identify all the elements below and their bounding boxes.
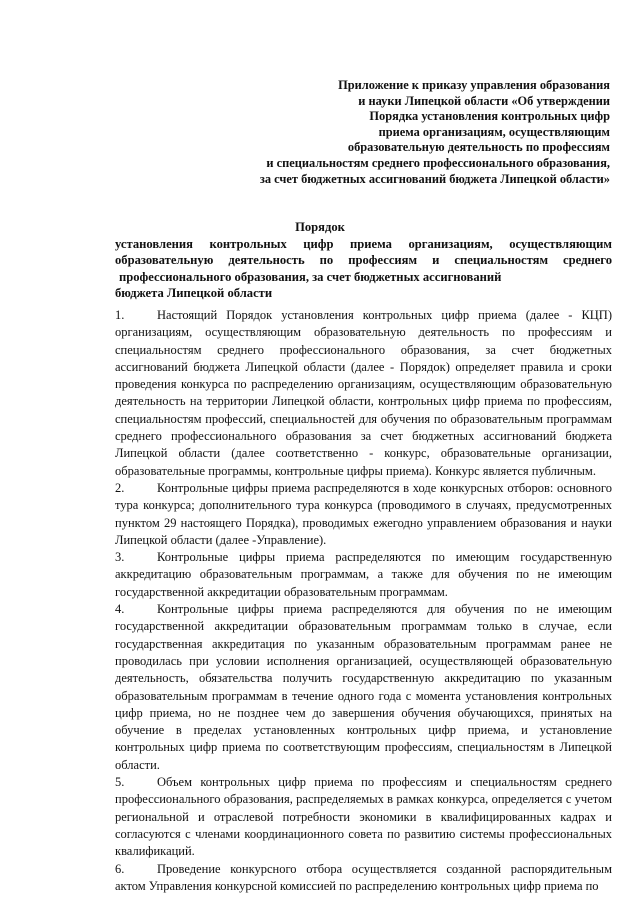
subtitle-line: бюджета Липецкой области xyxy=(115,286,273,301)
subtitle-line: образовательную деятельность по профессиям и специальностям среднего xyxy=(115,253,612,268)
subtitle-line: установления контрольных цифр приема организациям, осуществляющим xyxy=(115,237,612,251)
paragraph xyxy=(115,861,612,896)
subtitle-line-text: профессионального образования, за счет бюджетных ассигнований xyxy=(119,269,502,284)
paragraph-text: Настоящий Порядок установления контрольных цифр приема (далее - КЦП) организациям, осуществляющим образовательную деятельность по профессиям и специальностям среднего профессионального образования, за счет бюджетных ассигнований бюджета Липецкой области (далее - Порядок) определяет правила и сроки проведения конкурса по распределению организациям, осуществляющим образовательную деятельность на территории Липецкой области, контрольных цифр приема по профессиям, специальностям профессий, специальностей для обучения по образовательным программам среднего профессионального образования за счет бюджетных ассигнований бюджета Липецкой области (далее соответственно - конкурс, образовательные организации, образовательные программы, контрольные цифры приема). Конкурс является публичным. xyxy=(115,308,612,478)
paragraph-text: Контрольные цифры приема распределяются по имеющим государственную аккредитацию образовательным программам, а также для обучения по не имеющим государственной аккредитации образовательным программам. xyxy=(115,550,612,599)
paragraph-number: 4. xyxy=(115,602,125,617)
appendix-line: Порядка установления контрольных цифр xyxy=(369,109,610,124)
document-subtitle xyxy=(115,236,612,302)
paragraph xyxy=(115,774,612,860)
appendix-line: за счет бюджетных ассигнований бюджета Липецкой области» xyxy=(259,171,610,186)
appendix-line: и науки Липецкой области «Об утверждении xyxy=(358,93,610,108)
paragraph-number: 1. xyxy=(115,308,125,322)
paragraph-text: Проведение конкурсного отбора осуществляется созданной распорядительным актом Управления конкурсной комиссией по распределению контрольных цифр приема по xyxy=(115,861,612,893)
paragraph xyxy=(115,307,612,480)
paragraph-number: 5. xyxy=(115,775,125,790)
subtitle-line xyxy=(115,269,612,285)
appendix-line: Приложение к приказу управления образования xyxy=(338,78,610,92)
paragraph xyxy=(115,480,612,549)
document-title: Порядок xyxy=(295,220,345,234)
paragraph-number: 2. xyxy=(115,480,125,495)
paragraph xyxy=(115,549,612,601)
paragraph-text: Контрольные цифры приема распределяются в ходе конкурсных отборов: основного тура конкурса; дополнительного тура конкурса (проводимого в случаях, предусмотренных пунктом 29 настоящего Порядка), проводимых ежегодно управлением образования и науки Липецкой области (далее -Управление). xyxy=(115,480,612,547)
paragraph-text: Объем контрольных цифр приема по профессиям и специальностям среднего профессионального образования, распределяемых в рамках конкурса, определяется с учетом региональной и отраслевой потребности экономики в квалифицированных кадрах и согласуются с членами координационного совета по развитию системы профессиональных квалификаций. xyxy=(115,775,612,859)
appendix-header xyxy=(170,78,610,187)
paragraph-text: Контрольные цифры приема распределяются для обучения по не имеющим государственной аккредитации образовательным программам только в случае, если государственная аккредитация по указанным образовательным программам ранее не проводилась при условии исполнения организацией, осуществляющей образовательную деятельность, обязательства получить государственную аккредитацию по указанным образовательным программам в течение одного года с момента установления контрольных цифр приема, но не позднее чем до завершения обучения обучающихся, принятых на обучение в пределах установленных контрольных цифр приема, и установление контрольных цифр приема по соответствующим профессиям, специальностям в Липецкой области. xyxy=(115,602,612,772)
appendix-line: и специальностям среднего профессионального образования, xyxy=(266,155,610,170)
paragraph-number: 3. xyxy=(115,550,125,565)
appendix-line: образовательную деятельность по профессиям xyxy=(347,140,610,155)
paragraph xyxy=(115,601,612,774)
document-body xyxy=(115,307,612,895)
paragraph-number: 6. xyxy=(115,861,125,876)
appendix-line: приема организациям, осуществляющим xyxy=(378,124,610,139)
